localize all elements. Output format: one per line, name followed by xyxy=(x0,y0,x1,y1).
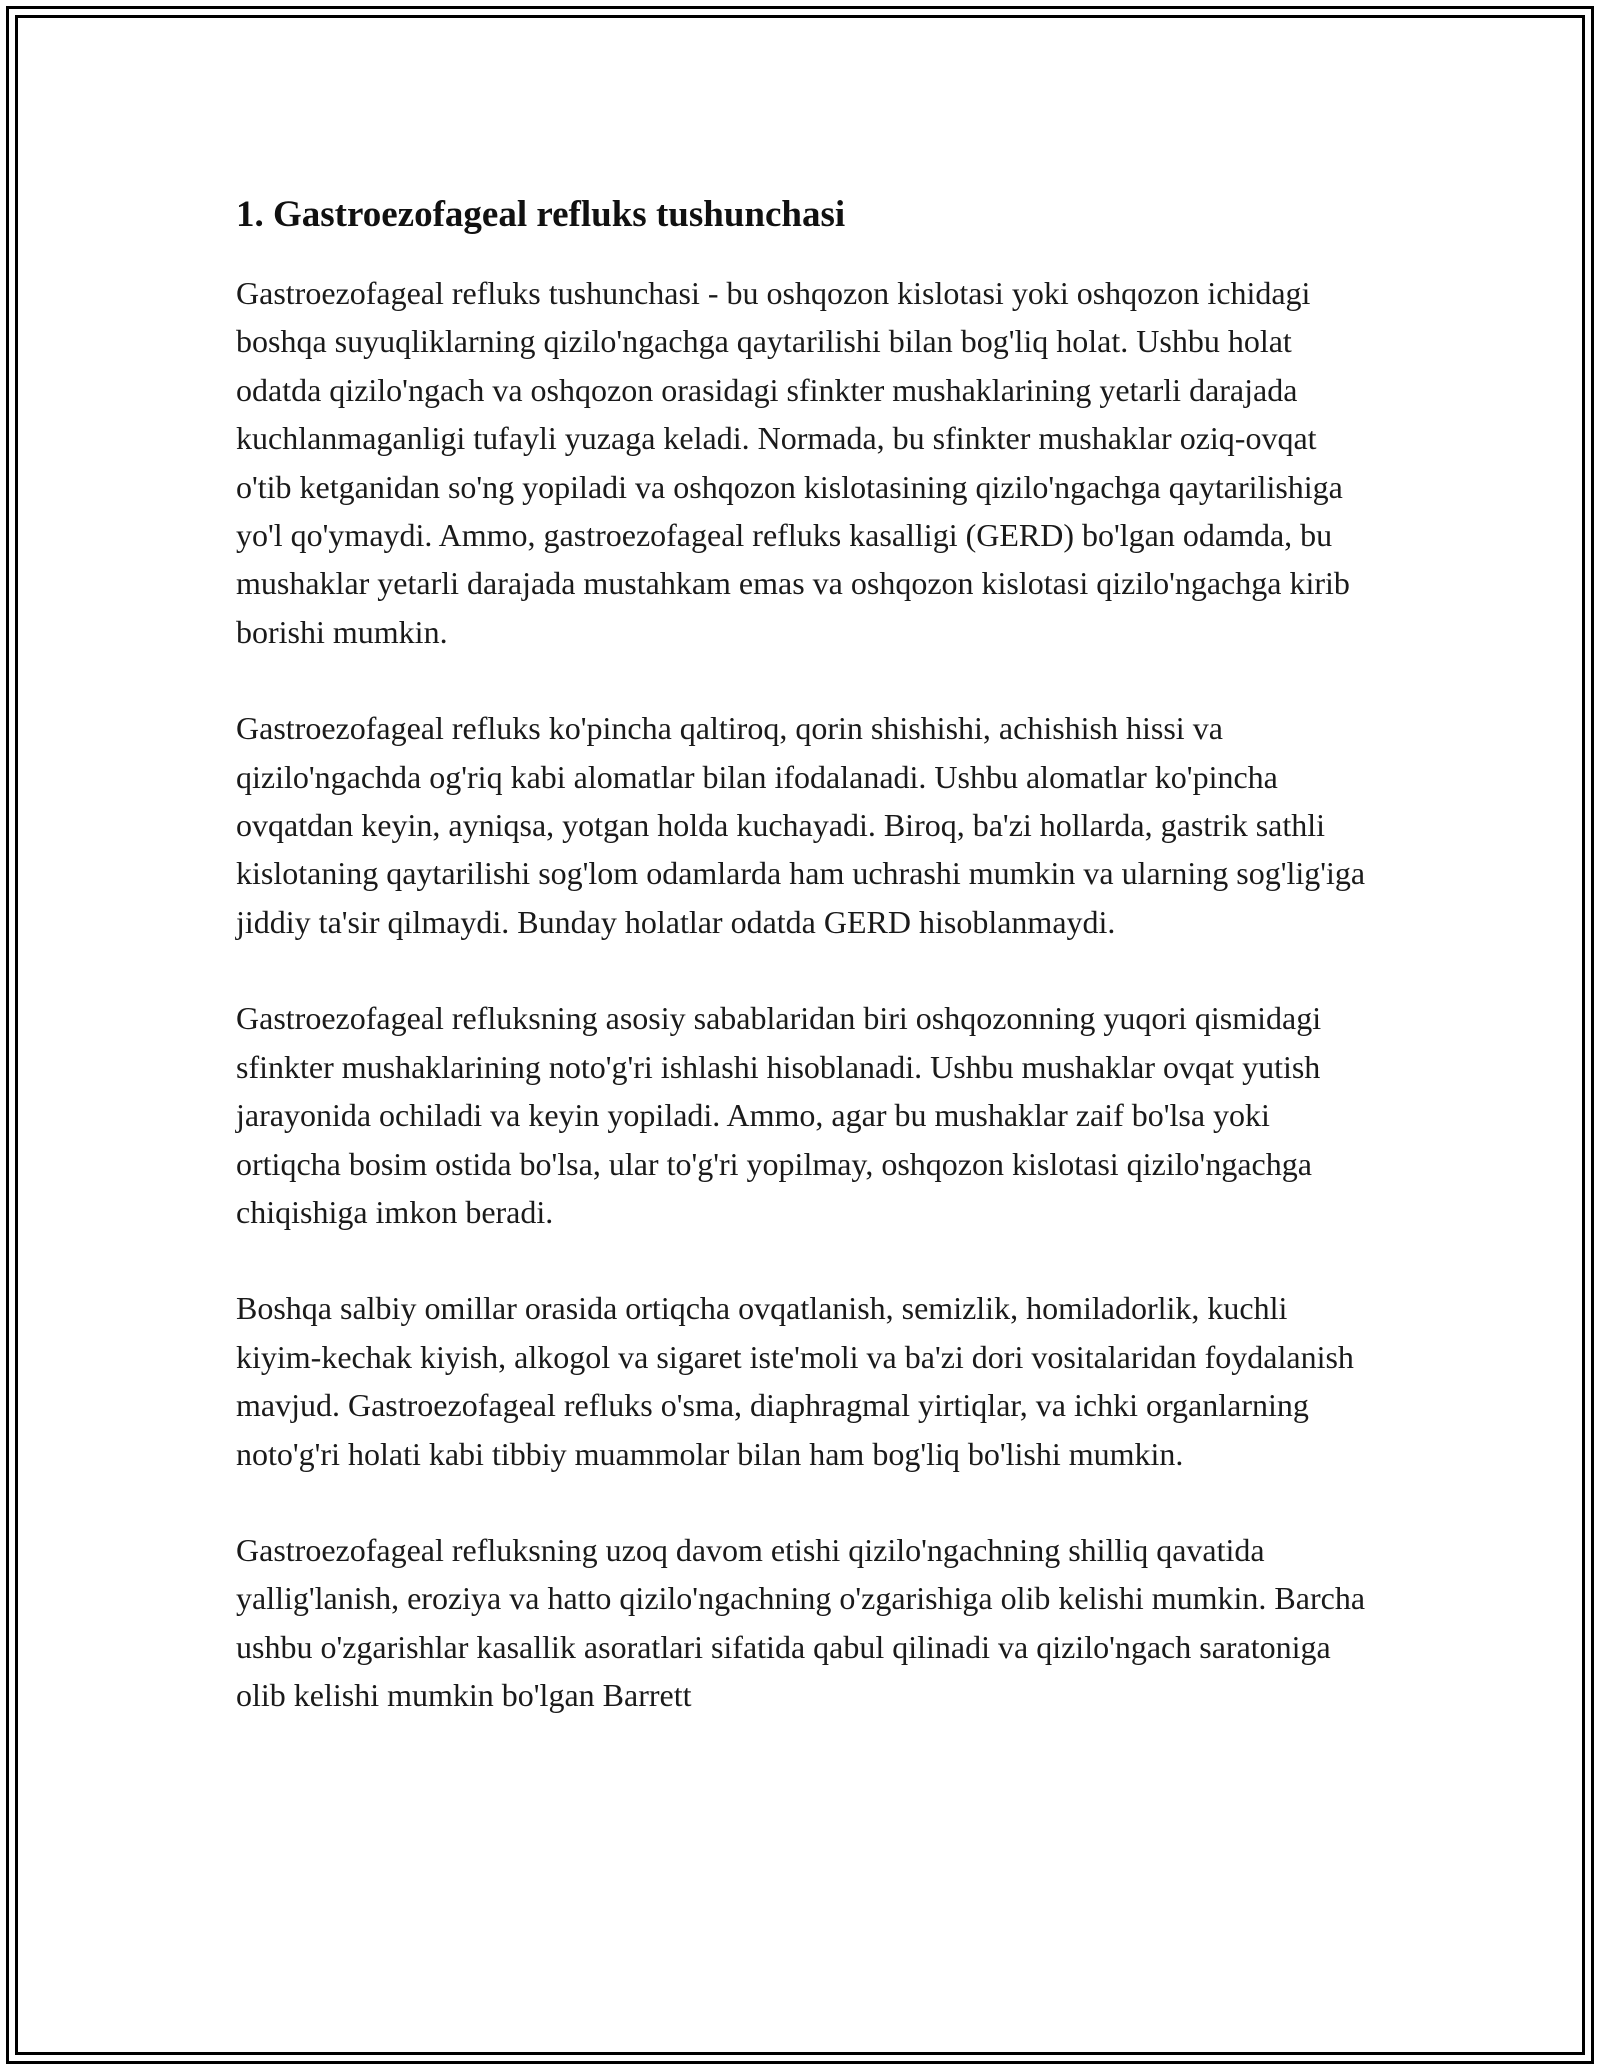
section-heading: 1. Gastroezofageal refluks tushunchasi xyxy=(236,194,846,235)
document-body xyxy=(236,186,1376,1720)
paragraph-definition: Gastroezofageal refluks tushunchasi - bu oshqozon kislotasi yoki oshqozon ichidagi boshqa suyuqliklarning qizilo'ngachga qaytarilishi bilan bog'liq holat. Ushbu holat odatda qizilo'ngach va oshqozon orasidagi sfinkter mushaklarining yetarli darajada kuchlanmaganligi tufayli yuzaga keladi. Normada, bu sfinkter mushaklar oziq-ovqat o'tib ketganidan so'ng yopiladi va oshqozon kislotasining qizilo'ngachga qaytarilishiga yo'l qo'ymaydi. Ammo, gastroezofageal refluks kasalligi (GERD) bo'lgan odamda, bu mushaklar yetarli darajada mustahkam emas va oshqozon kislotasi qizilo'ngachga kirib borishi mumkin. xyxy=(236,275,1350,650)
paragraph-complications: Gastroezofageal refluksning uzoq davom etishi qizilo'ngachning shilliq qavatida yallig'lanish, eroziya va hatto qizilo'ngachning o'zgarishiga olib kelishi mumkin. Barcha ushbu o'zgarishlar kasallik asoratlari sifatida qabul qilinadi va qizilo'ngach saratoniga olib kelishi mumkin bo'lgan Barrett xyxy=(236,1531,1366,1714)
paragraph-causes: Gastroezofageal refluksning asosiy sabablaridan biri oshqozonning yuqori qismidagi sfinkter mushaklarining noto'g'ri ishlashi hisoblanadi. Ushbu mushaklar ovqat yutish jarayonida ochiladi va keyin yopiladi. Ammo, agar bu mushaklar zaif bo'lsa yoki ortiqcha bosim ostida bo'lsa, ular to'g'ri yopilmay, oshqozon kislotasi qizilo'ngachga chiqishiga imkon beradi. xyxy=(236,1000,1322,1230)
paragraph-symptoms: Gastroezofageal refluks ko'pincha qaltiroq, qorin shishishi, achishish hissi va qizilo'ngachda og'riq kabi alomatlar bilan ifodalanadi. Ushbu alomatlar ko'pincha ovqatdan keyin, ayniqsa, yotgan holda kuchayadi. Biroq, ba'zi hollarda, gastrik sathli kislotaning qaytarilishi sog'lom odamlarda ham uchrashi mumkin va ularning sog'lig'iga jiddiy ta'sir qilmaydi. Bunday holatlar odatda GERD hisoblanmaydi. xyxy=(236,710,1366,940)
paragraph-risk-factors: Boshqa salbiy omillar orasida ortiqcha ovqatlanish, semizlik, homiladorlik, kuchli kiyim-kechak kiyish, alkogol va sigaret iste'moli va ba'zi dori vositalaridan foydalanish mavjud. Gastroezofageal refluks o'sma, diaphragmal yirtiqlar, va ichki organlarning noto'g'ri holati kabi tibbiy muammolar bilan ham bog'liq bo'lishi mumkin. xyxy=(236,1290,1354,1472)
